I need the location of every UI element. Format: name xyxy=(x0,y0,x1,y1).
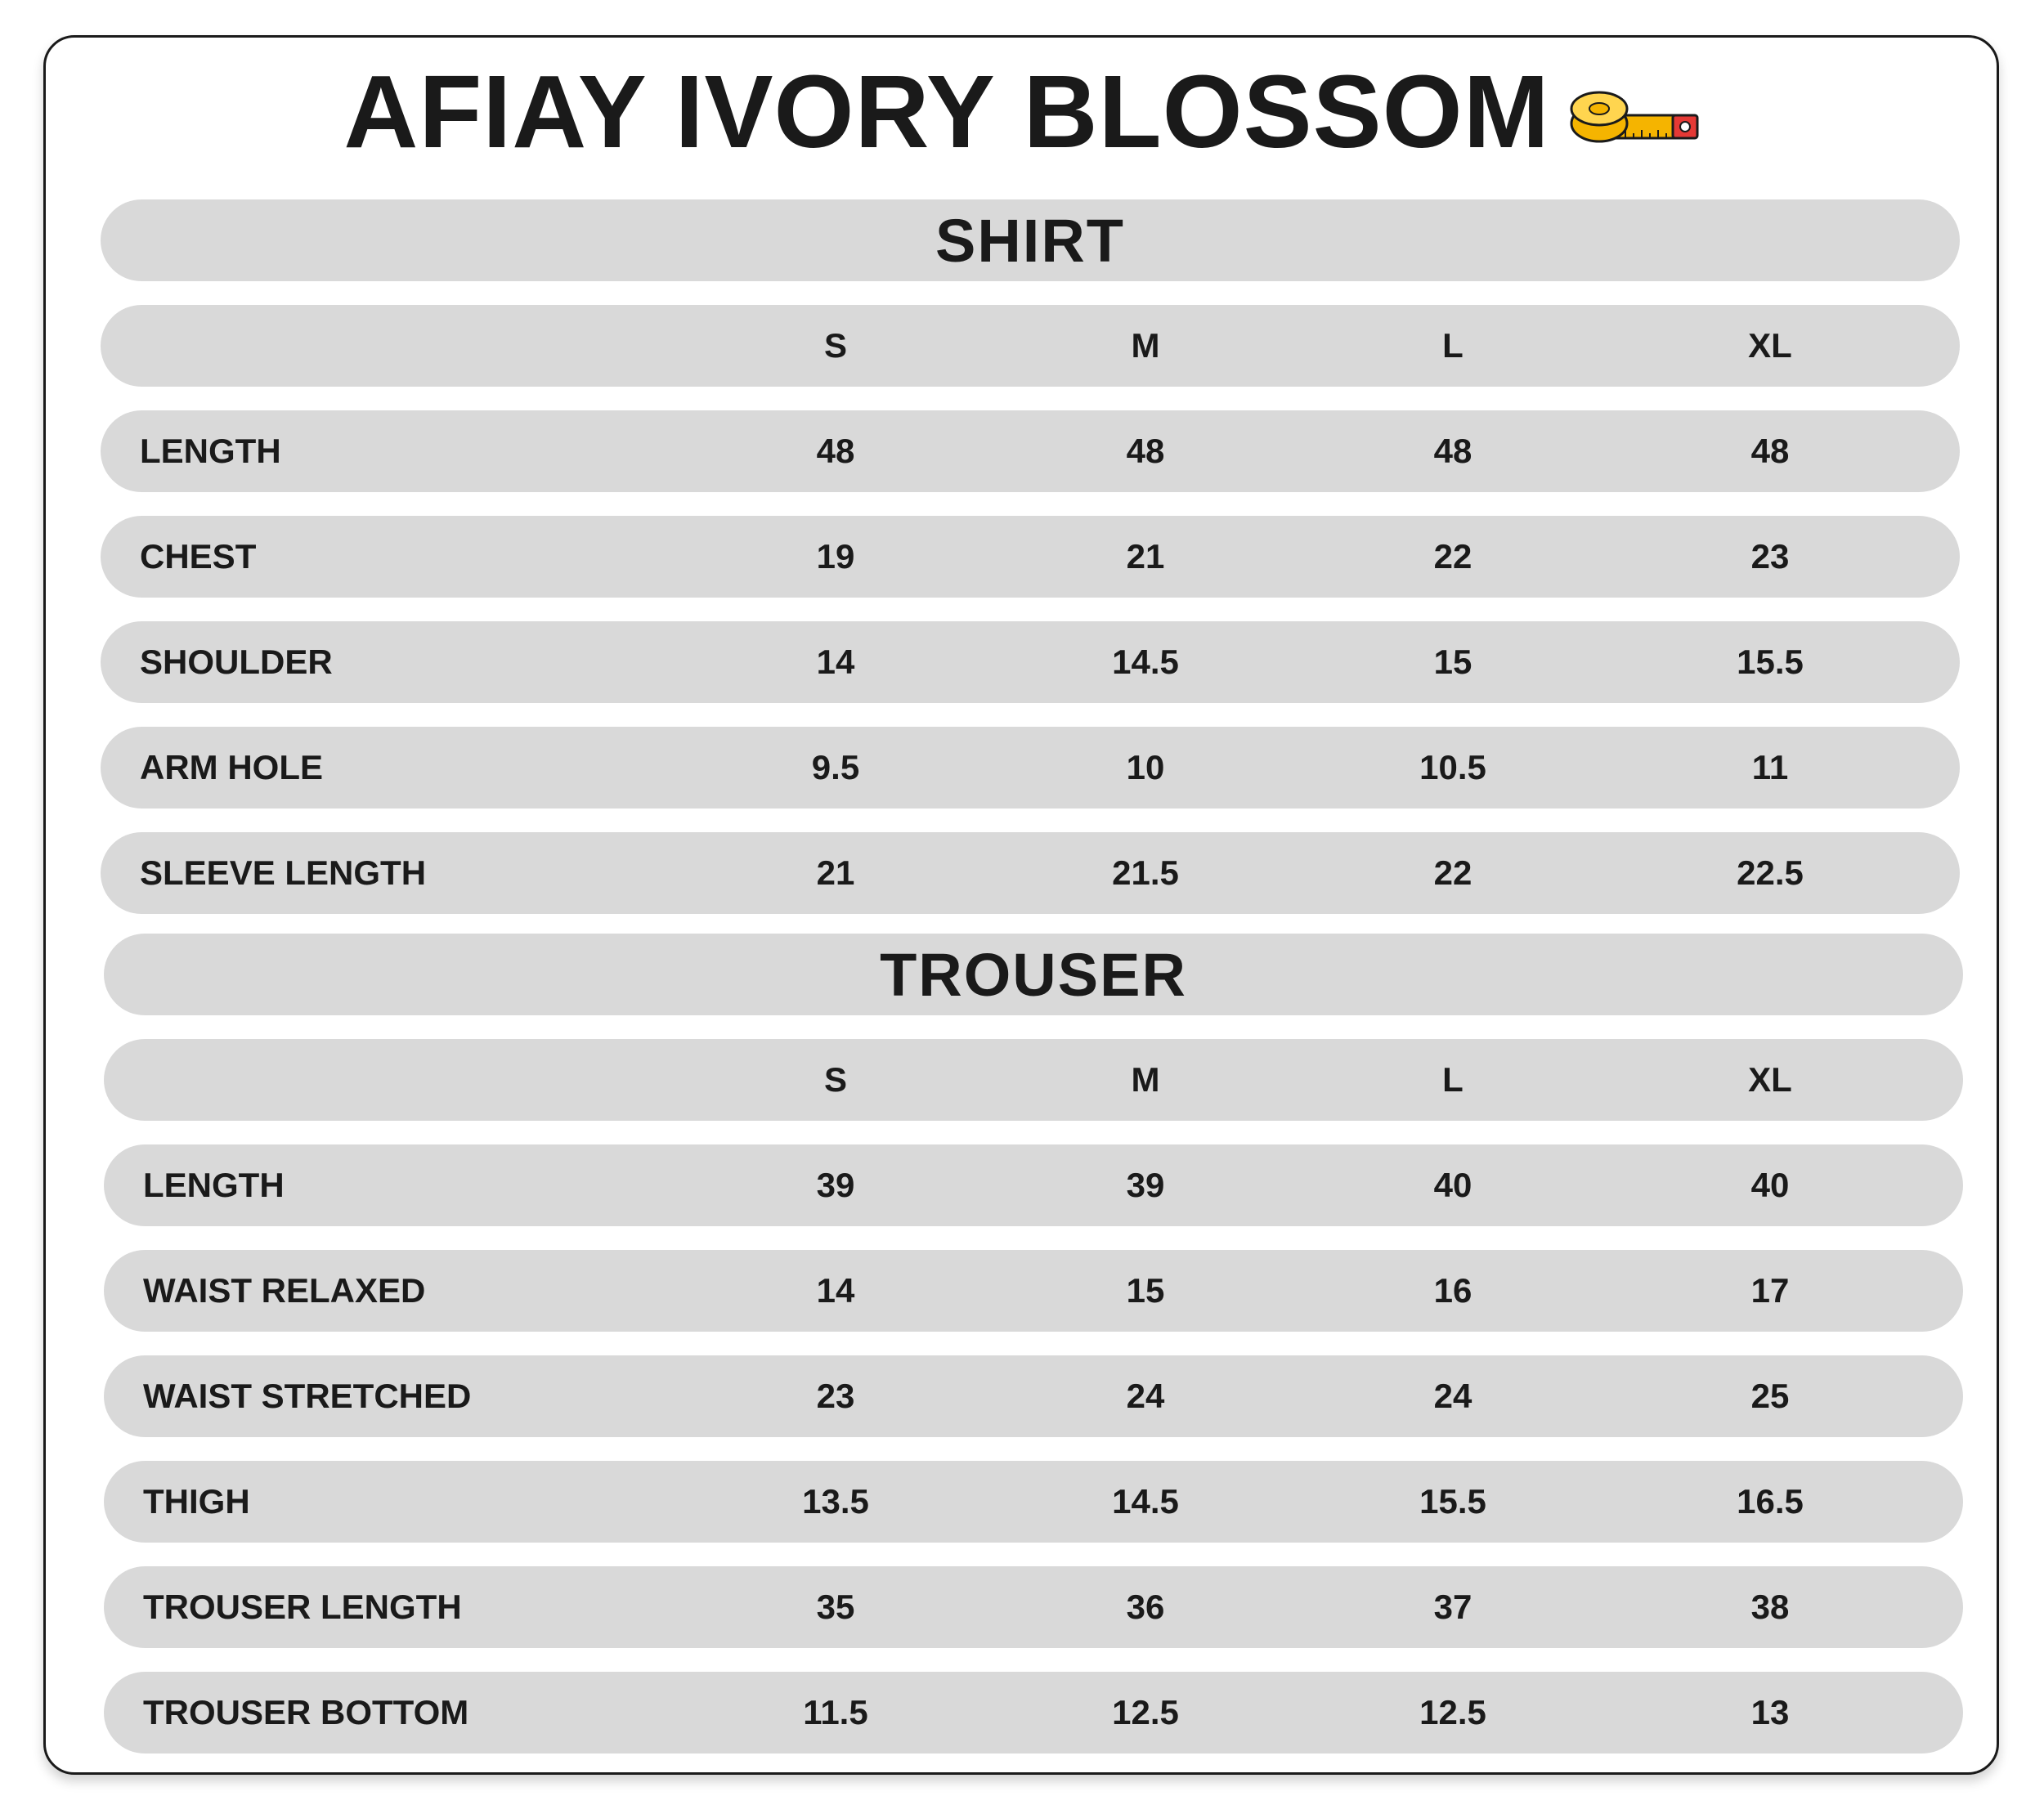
measurement-value: 12.5 xyxy=(1112,1693,1179,1731)
measurement-value: 15.5 xyxy=(1737,643,1804,681)
shirt-size-l: L xyxy=(1442,326,1464,365)
measurement-value: 38 xyxy=(1750,1588,1790,1626)
measurement-value: 9.5 xyxy=(811,748,860,786)
row-label: THIGH xyxy=(143,1482,250,1521)
trouser-size-s: S xyxy=(823,1060,847,1099)
measurement-value: 48 xyxy=(1126,432,1165,470)
row-label: TROUSER BOTTOM xyxy=(143,1693,469,1731)
measurement-value: 15.5 xyxy=(1419,1482,1486,1521)
measurement-value: 16 xyxy=(1433,1271,1472,1310)
row-label: SLEEVE LENGTH xyxy=(140,853,427,892)
shirt-size-header-row xyxy=(101,305,1960,387)
measurement-value: 40 xyxy=(1750,1166,1790,1204)
measurement-value: 15 xyxy=(1126,1271,1165,1310)
measurement-value: 19 xyxy=(816,537,855,576)
measurement-value: 21 xyxy=(816,853,855,892)
measurement-value: 14.5 xyxy=(1112,1482,1179,1521)
table-row xyxy=(104,1672,1963,1753)
page-title: AFIAY IVORY BLOSSOM xyxy=(343,54,1550,169)
measurement-value: 48 xyxy=(816,432,855,470)
row-label: LENGTH xyxy=(140,432,281,470)
measurement-value: 13 xyxy=(1750,1693,1790,1731)
measurement-value: 13.5 xyxy=(802,1482,869,1521)
measurement-value: 10 xyxy=(1126,748,1165,786)
measurement-value: 37 xyxy=(1433,1588,1472,1626)
table-row xyxy=(104,1250,1963,1332)
measurement-value: 11 xyxy=(1751,748,1789,786)
measurement-value: 21.5 xyxy=(1112,853,1179,892)
row-label: LENGTH xyxy=(143,1166,285,1204)
measurement-value: 23 xyxy=(816,1377,855,1415)
measurement-value: 15 xyxy=(1433,643,1472,681)
measurement-value: 22 xyxy=(1433,853,1472,892)
table-row xyxy=(101,727,1960,808)
measurement-value: 21 xyxy=(1126,537,1165,576)
measurement-value: 14 xyxy=(816,643,855,681)
table-row xyxy=(101,832,1960,914)
table-row xyxy=(104,1461,1963,1543)
table-row xyxy=(104,1144,1963,1226)
measurement-value: 14.5 xyxy=(1112,643,1179,681)
measurement-value: 14 xyxy=(816,1271,855,1310)
row-label: TROUSER LENGTH xyxy=(143,1588,462,1626)
row-label: WAIST STRETCHED xyxy=(143,1377,472,1415)
shirt-size-xl: XL xyxy=(1748,326,1792,365)
measurement-value: 24 xyxy=(1433,1377,1472,1415)
measurement-value: 24 xyxy=(1126,1377,1165,1415)
trouser-size-l: L xyxy=(1442,1060,1464,1099)
measurement-value: 35 xyxy=(816,1588,855,1626)
measurement-value: 39 xyxy=(816,1166,855,1204)
row-label: ARM HOLE xyxy=(140,748,323,786)
trouser-heading: TROUSER xyxy=(104,934,1963,1015)
measurement-value: 11.5 xyxy=(803,1693,868,1731)
measuring-tape-icon xyxy=(1570,83,1701,148)
title-row xyxy=(0,54,2044,169)
table-row xyxy=(104,1566,1963,1648)
trouser-size-m: M xyxy=(1131,1060,1160,1099)
measurement-value: 40 xyxy=(1433,1166,1472,1204)
measurement-value: 16.5 xyxy=(1737,1482,1804,1521)
row-label: SHOULDER xyxy=(140,643,333,681)
measurement-value: 17 xyxy=(1750,1271,1790,1310)
row-label: CHEST xyxy=(140,537,257,576)
measurement-value: 39 xyxy=(1126,1166,1165,1204)
table-row xyxy=(101,516,1960,598)
table-row xyxy=(104,1355,1963,1437)
shirt-size-m: M xyxy=(1131,326,1160,365)
measurement-value: 36 xyxy=(1126,1588,1165,1626)
table-row xyxy=(101,410,1960,492)
shirt-size-s: S xyxy=(823,326,847,365)
table-row xyxy=(101,621,1960,703)
measurement-value: 12.5 xyxy=(1419,1693,1486,1731)
measurement-value: 25 xyxy=(1750,1377,1790,1415)
measurement-value: 23 xyxy=(1750,537,1790,576)
trouser-size-header-row xyxy=(104,1039,1963,1121)
measurement-value: 10.5 xyxy=(1419,748,1486,786)
measurement-value: 22.5 xyxy=(1737,853,1804,892)
measurement-value: 48 xyxy=(1433,432,1472,470)
shirt-heading: SHIRT xyxy=(101,199,1960,281)
trouser-size-xl: XL xyxy=(1748,1060,1792,1099)
row-label: WAIST RELAXED xyxy=(143,1271,426,1310)
measurement-value: 48 xyxy=(1750,432,1790,470)
measurement-value: 22 xyxy=(1433,537,1472,576)
